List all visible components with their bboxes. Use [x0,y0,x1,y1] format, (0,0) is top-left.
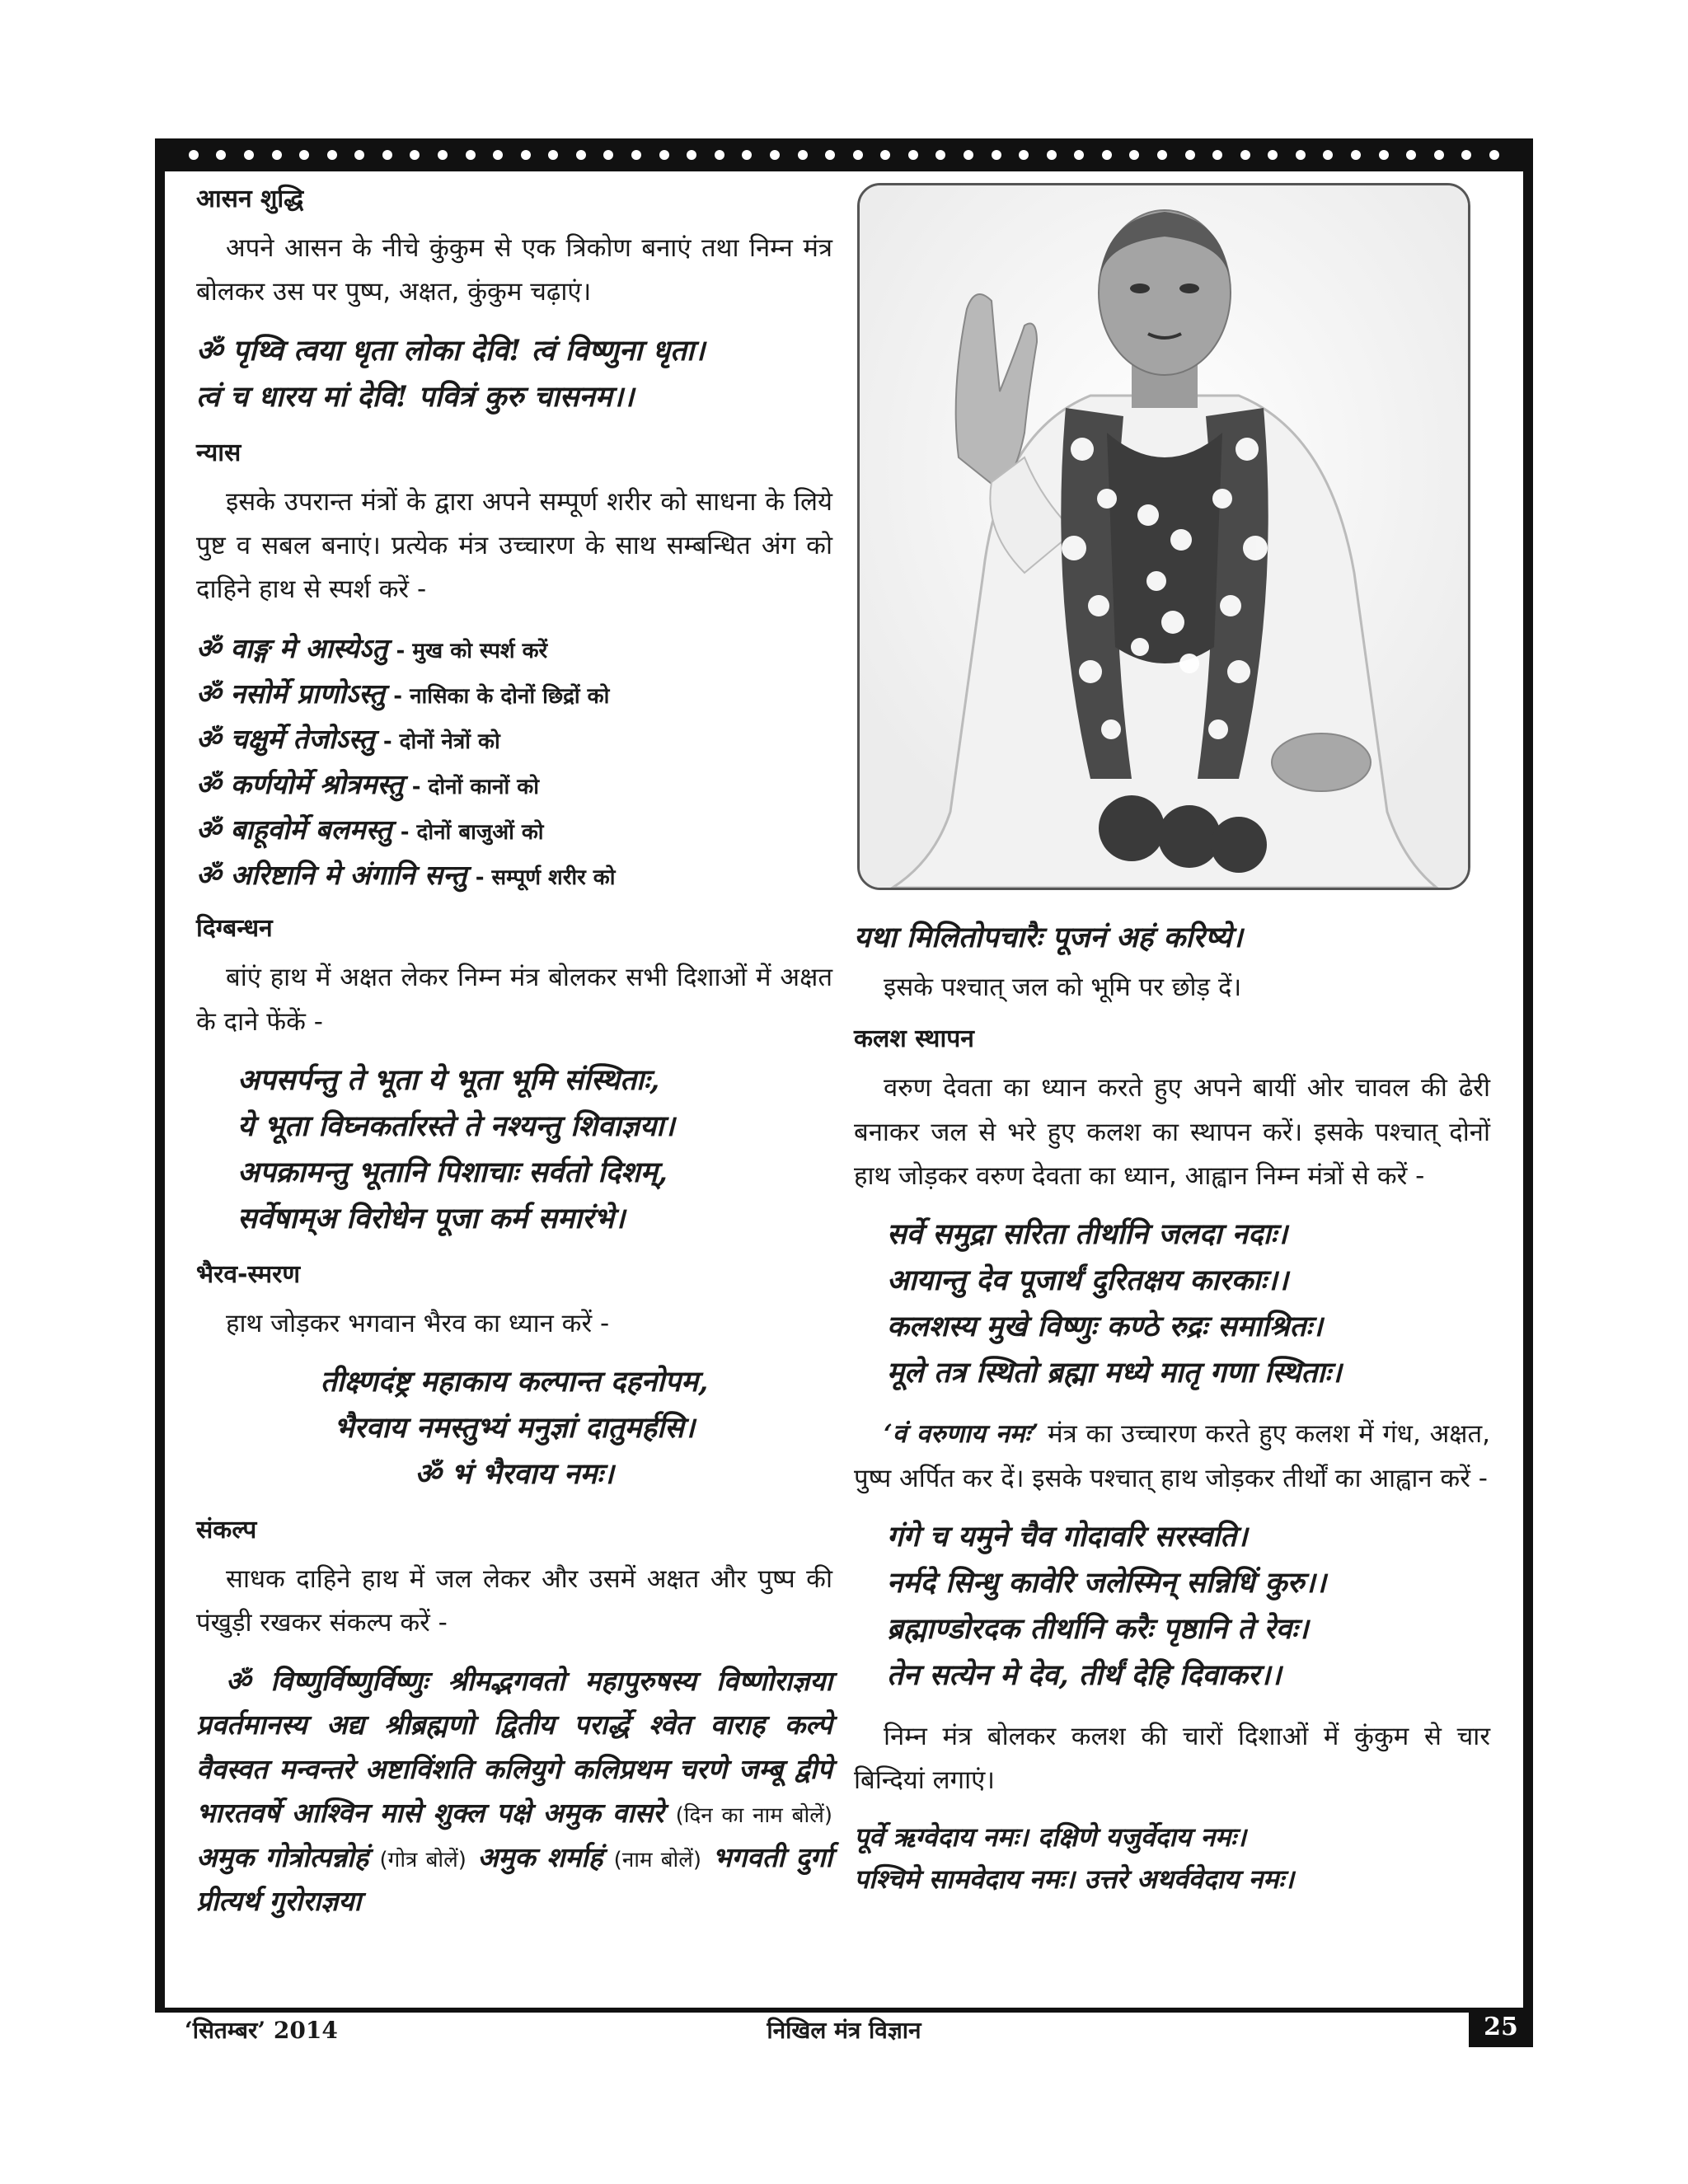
border-dot [382,150,392,160]
nyas-text: इसके उपरान्त मंत्रों के द्वारा अपने सम्पूर्ण शरीर को साधना के लिये पुष्ट व सबल बनाएं। प्रत्येक मंत्र उच्चारण के साथ सम्बन्धित अंग को दाहिने हाथ से स्पर्श करें - [196,486,832,605]
border-dot [659,150,669,160]
border-dot [880,150,890,160]
sankalp-mantra: ॐ विष्णुर्विष्णुर्विष्णुः श्रीमद्भगवतो महापुरुषस्य विष्णोराज्ञया प्रवर्तमानस्य अद्य श्रीब्रह्मणो द्वितीय परार्द्धे श्वेत वाराह कल्पे वैवस्वत मन्वन्तरे अष्टाविंशति कलियुगे कलिप्रथम चरणे जम्बू द्वीपे भारतवर्षे आश्विन मासे शुक्ल पक्षे अमुक वासरे (दिन का नाम बोलें) अमुक गोत्रोत्पन्नोहं (गोत्र बोलें) अमुक शर्माहं (नाम बोलें) भगवती दुर्गा प्रीत्यर्थ गुरोराज्ञया [196,1664,832,1918]
veda-mantra [854,1816,1490,1900]
border-dot [687,150,696,160]
varun-text: ‘वं वरुणाय नमः’ मंत्र का उच्चारण करते हुए कलश में गंध, अक्षत, पुष्प अर्पित कर दें। इसके पश्चात् हाथ जोड़कर तीर्थों का आह्वान करें - [854,1419,1491,1493]
border-dot [548,150,558,160]
issue-date: ‘सितम्बर’ 2014 [185,2017,338,2044]
border-dot [216,150,226,160]
border-dot [631,150,641,160]
mantra-line: तेन सत्येन मे देव, तीर्थं देहि दिवाकर।। [887,1657,1282,1692]
portrait-illustration [860,185,1468,888]
border-dot [1461,150,1471,160]
mantra-line: सर्वेषाम्अ विरोधेन पूजा कर्म समारंभे। [237,1201,626,1235]
bhairav-text: हाथ जोड़कर भगवान भैरव का ध्यान करें - [226,1308,610,1338]
mantra-line: कलशस्य मुखे विष्णुः कण्ठे रुद्रः समाश्रितः। [887,1310,1323,1344]
border-dot [1434,150,1444,160]
heading-digbandhan: दिग्बन्धन [196,914,273,944]
border-dot [964,150,973,160]
border-dot [521,150,531,160]
mantra-line: ये भूता विघ्नकर्तारस्ते ते नश्यन्तु शिवाज्ञया। [237,1108,675,1143]
mantra-line: नर्मदे सिन्धु कावेरि जलेस्मिन् सन्निधिं कुरु।। [887,1565,1326,1600]
heading-sankalp: संकल्प [196,1516,257,1545]
page-number: 25 [1469,2008,1533,2047]
mantra-line: मूले तत्र स्थितो ब्रह्मा मध्ये मातृ गणा स्थिताः। [887,1356,1342,1390]
border-dot [1351,150,1361,160]
border-dot [299,150,309,160]
magazine-name: निखिल मंत्र विज्ञान [767,2017,921,2044]
border-dot [1102,150,1112,160]
border-dot [272,150,282,160]
border-dot [715,150,724,160]
heading-nyas: न्यास [196,438,241,467]
border-dot [410,150,420,160]
mantra-line: भैरवाय नमस्तुभ्यं मनुज्ञां दातुमर्हसि। [333,1411,696,1446]
border-dot [1129,150,1139,160]
bhairav-mantra [196,1359,832,1497]
nyas-line: ॐ चक्षुर्मे तेजोऽस्तु - दोनों नेत्रों को [196,722,500,755]
border-dot [438,150,448,160]
mantra-line: पश्चिमे सामवेदाय नमः। उत्तरे अथर्ववेदाय नमः। [854,1863,1294,1895]
page-footer [155,2008,1533,2047]
border-dot [466,150,476,160]
mantra-line: ॐ पृथ्वि त्वया धृता लोका देवि! त्वं विष्णुना धृता। [196,333,706,368]
digbandhan-mantra [196,1057,832,1242]
tirth-mantra [854,1514,1490,1699]
border-dot [576,150,586,160]
heading-kalash-sthapan: कलश स्थापन [854,1024,974,1054]
mantra-line: गंगे च यमुने चैव गोदावरि सरस्वति। [887,1519,1248,1554]
border-dot [1406,150,1416,160]
border-dot [244,150,254,160]
border-dot [1185,150,1195,160]
border-dot [770,150,780,160]
top-dotted-border [155,138,1533,171]
border-dot [1296,150,1306,160]
border-dot [992,150,1001,160]
border-dot [1489,150,1499,160]
mantra-line: ब्रह्माण्डोरदक तीर्थानि करैः पृष्ठानि ते रेवः। [887,1611,1309,1646]
mantra-line: पूर्वे ऋग्वेदाय नमः। दक्षिणे यजुर्वेदाय नमः। [854,1821,1246,1853]
border-dot [798,150,808,160]
nyas-line: ॐ कर्णयोर्मे श्रोत्रमस्तु - दोनों कानों को [196,767,539,800]
mantra-line: ॐ भं भैरवाय नमः। [415,1457,614,1492]
border-dot [1019,150,1029,160]
kalash-text: वरुण देवता का ध्यान करते हुए अपने बायीं ओर चावल की ढेरी बनाकर जल से भरे हुए कलश का स्थापन करें। इसके पश्चात् दोनों हाथ जोड़कर वरुण देवता का ध्यान, आह्वान निम्न मंत्रों से करें - [854,1073,1490,1191]
border-dot [1268,150,1278,160]
digbandhan-text: बांएं हाथ में अक्षत लेकर निम्न मंत्र बोलकर सभी दिशाओं में अक्षत के दाने फेंकें - [196,963,832,1037]
mantra-line: अपसर्पन्तु ते भूता ये भूता भूमि संस्थिताः, [237,1062,660,1097]
border-dot [1157,150,1167,160]
nyas-list [196,626,832,898]
sankalp-text: साधक दाहिने हाथ में जल लेकर और उसमें अक्षत और पुष्प की पंखुड़ी रखकर संकल्प करें - [196,1564,832,1638]
right-column [854,915,1490,1917]
asan-mantra [196,328,832,420]
mantra-line: तीक्ष्णदंष्ट्र महाकाय कल्पान्त दहनोपम, [320,1365,709,1399]
nyas-line: ॐ अरिष्टानि मे अंगानि सन्तु - सम्पूर्ण शरीर को [196,859,616,892]
left-column [196,183,832,1924]
mantra-line: अपक्रामन्तु भूतानि पिशाचाः सर्वतो दिशम्, [237,1155,668,1189]
mantra-line: सर्वे समुद्रा सरिता तीर्थानि जलदा नदाः। [887,1217,1288,1252]
kalash-mantra [854,1212,1490,1396]
mantra-line: त्वं च धारय मां देवि! पवित्रं कुरु चासनम।। [196,379,635,414]
heading-bhairav-smaran: भैरव-स्मरण [196,1259,301,1289]
border-dot [189,150,199,160]
asan-shuddhi-text: अपने आसन के नीचे कुंकुम से एक त्रिकोण बनाएं तथा निम्न मंत्र बोलकर उस पर पुष्प, अक्षत, कुंकुम चढ़ाएं। [196,233,832,307]
nyas-line: ॐ वाङ्ग मे आस्येऽतु - मुख को स्पर्श करें [196,631,548,664]
heading-asan-shuddhi: आसन शुद्धि [196,185,304,213]
nyas-line: ॐ बाहूवोर्मे बलमस्तु - दोनों बाजुओं को [196,813,544,846]
border-dot [1047,150,1057,160]
border-dot [1074,150,1084,160]
nyas-line: ॐ नसोर्मे प्राणोऽस्तु - नासिका के दोनों छिद्रों को [196,677,610,710]
para-top: इसके पश्चात् जल को भूमि पर छोड़ दें। [884,972,1242,1002]
border-dot [1240,150,1250,160]
mantra-line: आयान्तु देव पूजार्थं दुरितक्षय कारकाः।। [887,1263,1289,1298]
bindi-text: निम्न मंत्र बोलकर कलश की चारों दिशाओं में कुंकुम से चार बिन्दियां लगाएं। [854,1721,1490,1796]
border-dot [908,150,918,160]
border-dot [1323,150,1333,160]
border-dot [493,150,503,160]
border-dot [327,150,337,160]
border-dot [935,150,945,160]
border-dot [354,150,364,160]
border-dot [1212,150,1222,160]
border-dot [853,150,863,160]
border-dot [742,150,752,160]
border-dot [825,150,835,160]
guru-portrait-photo [857,183,1470,890]
border-dot [1379,150,1389,160]
mantra-top: यथा मिलितोपचारैः पूजनं अहं करिष्ये। [854,921,1243,954]
border-dot [603,150,613,160]
